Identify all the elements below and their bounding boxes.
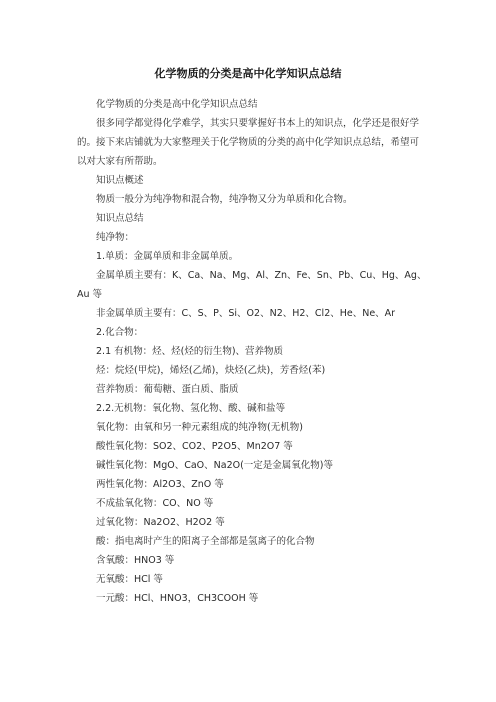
paragraph-basic-oxides: 碱性氧化物：MgO、CaO、Na2O(一定是金属氧化物)等 — [96, 460, 333, 471]
paragraph-overview-heading: 知识点概述 — [96, 175, 144, 186]
paragraph-neutral-oxides: 不成盐氧化物：CO、NO 等 — [96, 498, 214, 509]
paragraph-monoprotic-acids: 一元酸：HCl、HNO3，CH3COOH 等 — [96, 593, 259, 604]
paragraph-summary-heading: 知识点总结 — [96, 213, 144, 224]
paragraph-organic: 2.1 有机物：烃、烃(烃的衍生物)、营养物质 — [96, 346, 284, 357]
paragraph-acidic-oxides: 酸性氧化物：SO2、CO2、P2O5、Mn2O7 等 — [96, 441, 293, 452]
paragraph-oxyacids: 含氧酸：HNO3 等 — [96, 555, 175, 566]
paragraph-nonmetal-elements: 非金属单质主要有：C、S、P、Si、O2、N2、H2、Cl2、He、Ne、Ar — [96, 308, 396, 319]
paragraph-metal-elements: 金属单质主要有：K、Ca、Na、Mg、Al、Zn、Fe、Sn、Pb、Cu、Hg、Ag、Au 等 — [77, 270, 427, 300]
paragraph-overview: 物质一般分为纯净物和混合物，纯净物又分为单质和化合物。 — [96, 194, 353, 205]
paragraph-subtitle: 化学物质的分类是高中化学知识点总结 — [96, 99, 258, 110]
document-title: 化学物质的分类是高中化学知识点总结 — [154, 67, 342, 80]
paragraph-compounds: 2.化合物： — [96, 327, 144, 338]
paragraph-nutrients: 营养物质：葡萄糖、蛋白质、脂质 — [96, 384, 239, 395]
paragraph-peroxides: 过氧化物：Na2O2、H2O2 等 — [96, 517, 225, 528]
paragraph-oxides: 氧化物：由氧和另一种元素组成的纯净物(无机物) — [96, 422, 303, 433]
paragraph-pure-substance: 纯净物： — [96, 232, 135, 243]
paragraph-hydrocarbons: 烃：烷烃(甲烷)，烯烃(乙烯)，炔烃(乙炔)，芳香烃(苯) — [96, 365, 326, 376]
document-body — [77, 95, 427, 608]
paragraph-hydracids: 无氧酸：HCl 等 — [96, 574, 163, 585]
paragraph-inorganic: 2.2.无机物：氧化物、氢化物、酸、碱和盐等 — [96, 403, 286, 414]
paragraph-elements: 1.单质：金属单质和非金属单质。 — [96, 251, 239, 262]
paragraph-acid-definition: 酸：指电离时产生的阳离子全部都是氢离子的化合物 — [96, 536, 315, 547]
paragraph-intro: 很多同学都觉得化学难学，其实只要掌握好书本上的知识点，化学还是很好学的。接下来店铺就为大家整理关于化学物质的分类的高中化学知识点总结，希望可以对大家有所帮助。 — [77, 118, 420, 167]
paragraph-amphoteric-oxides: 两性氧化物：Al2O3、ZnO 等 — [96, 479, 224, 490]
